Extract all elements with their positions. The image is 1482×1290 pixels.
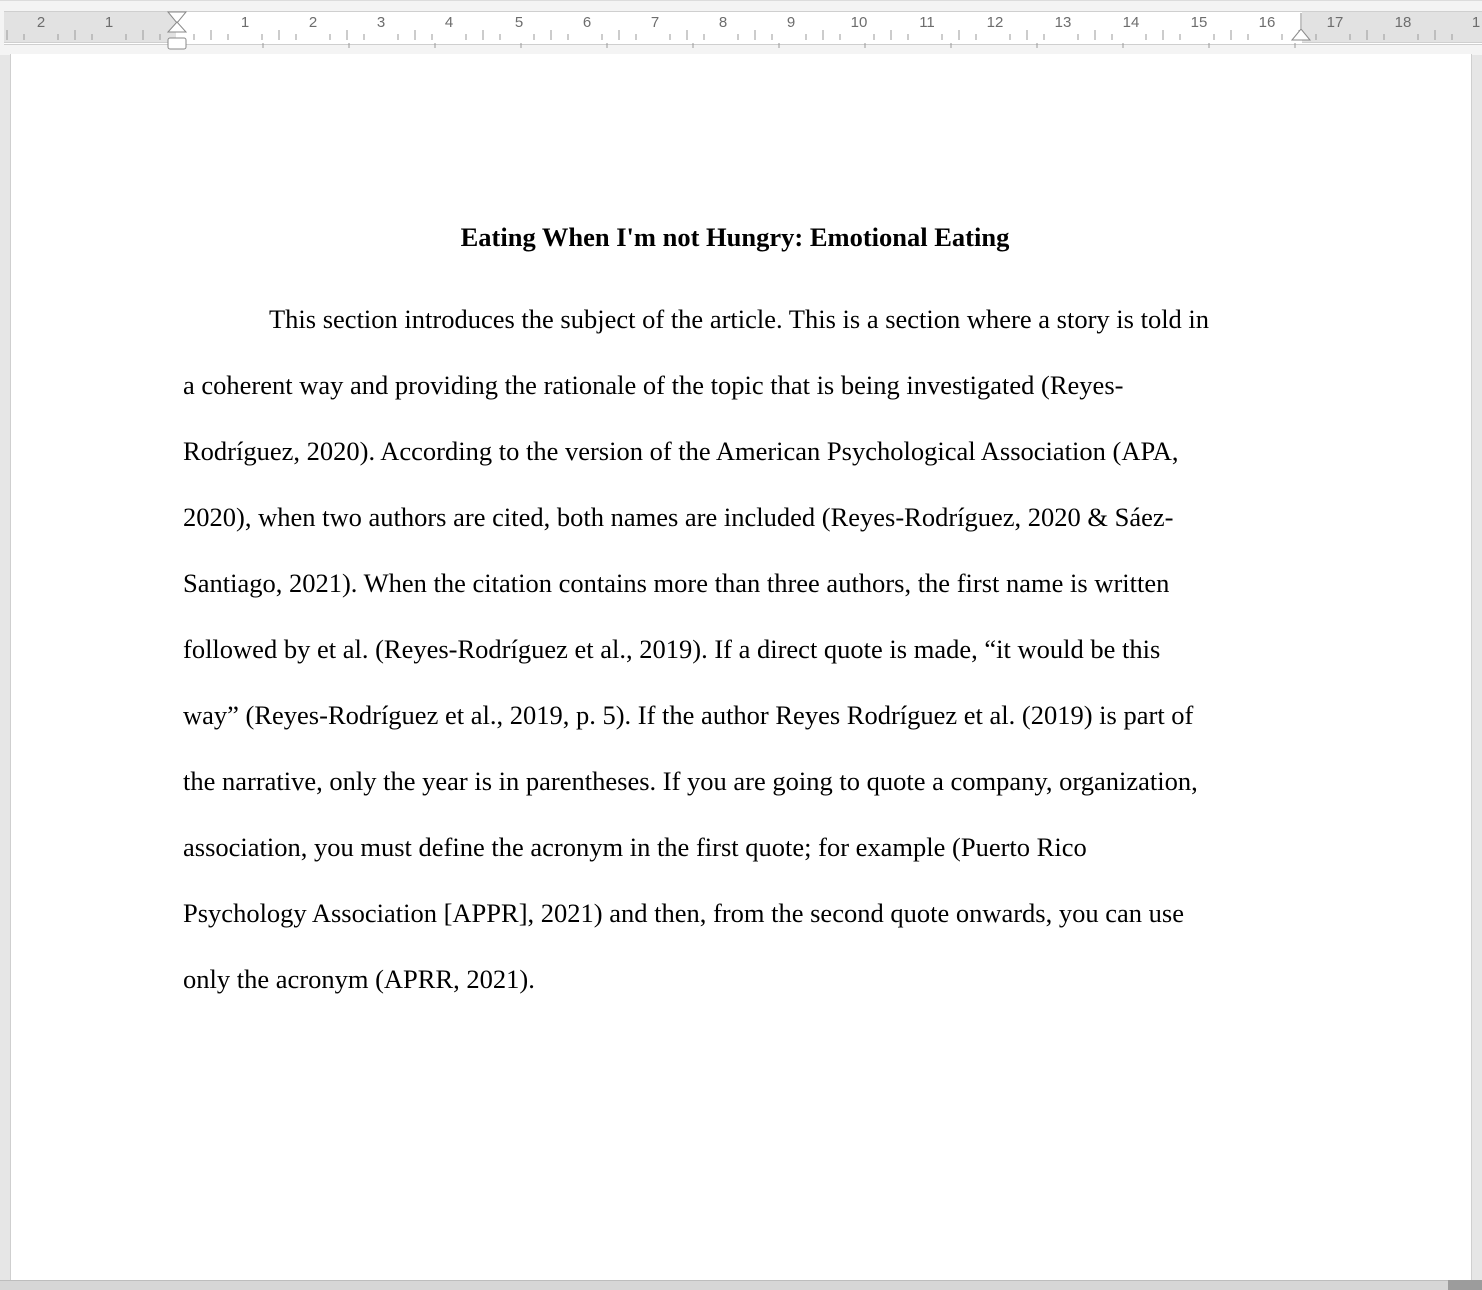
paragraph-line: Santiago, 2021). When the citation contains more than three authors, the first name is written [183,568,1170,598]
ruler-bar [0,0,1482,55]
right-indent-marker[interactable] [1292,13,1310,40]
ruler-number: 3 [376,14,386,31]
ruler-number: 18 [1394,14,1412,31]
ruler-number: 2 [36,14,46,31]
ruler-number: 13 [1054,14,1072,31]
ruler-scale [4,11,1482,51]
paragraph-line: followed by et al. (Reyes-Rodríguez et al., 2019). If a direct quote is made, “it would be this [183,634,1161,664]
ruler-number: 9 [786,14,796,31]
paragraph-line: 2020), when two authors are cited, both names are included (Reyes-Rodríguez, 2020 & Sáez- [183,502,1174,532]
paragraph-line: only the acronym (APRR, 2021). [183,964,535,994]
ruler-number: 12 [986,14,1004,31]
horizontal-ruler[interactable] [4,11,1482,43]
document-title: Eating When I'm not Hungry: Emotional Eating [460,222,1010,252]
paragraph-line: This section introduces the subject of the article. This is a section where a story is told in [269,304,1210,334]
ruler-number: 8 [718,14,728,31]
hanging-indent-marker[interactable] [168,22,186,32]
ruler-number: 7 [650,14,660,31]
ruler-number: 6 [582,14,592,31]
scrollbar-thumb[interactable] [1448,1280,1482,1290]
ruler-number: 14 [1122,14,1140,31]
ruler-number: 1 [1471,14,1481,31]
paragraph-line: a coherent way and providing the rationale of the topic that is being investigated (Reyes- [183,370,1124,400]
horizontal-scrollbar[interactable] [0,1280,1482,1290]
document-page[interactable] [10,54,1472,1280]
paragraph-line: the narrative, only the year is in parentheses. If you are going to quote a company, organization, [183,766,1198,796]
ruler-number: 2 [308,14,318,31]
ruler-number: 4 [444,14,454,31]
ruler-number: 1 [104,14,114,31]
ruler-number: 5 [514,14,524,31]
ruler-ticks [7,30,1452,48]
paragraph-line: Psychology Association [APPR], 2021) and then, from the second quote onwards, you can use [183,898,1184,928]
ruler-number: 10 [850,14,868,31]
ruler-number: 15 [1190,14,1208,31]
ruler-number: 1 [240,14,250,31]
paragraph-line: Rodríguez, 2020). According to the version of the American Psychological Association (APA, [183,436,1179,466]
ruler-number: 17 [1326,14,1344,31]
ruler-number: 11 [919,14,935,31]
paragraph-line: way” (Reyes-Rodríguez et al., 2019, p. 5). If the author Reyes Rodríguez et al. (2019) is part of [183,700,1194,730]
ruler-number: 16 [1258,14,1276,31]
left-indent-marker[interactable] [168,38,186,49]
document-body-paragraph[interactable] [183,286,1303,1012]
paragraph-line: association, you must define the acronym in the first quote; for example (Puerto Rico [183,832,1087,862]
